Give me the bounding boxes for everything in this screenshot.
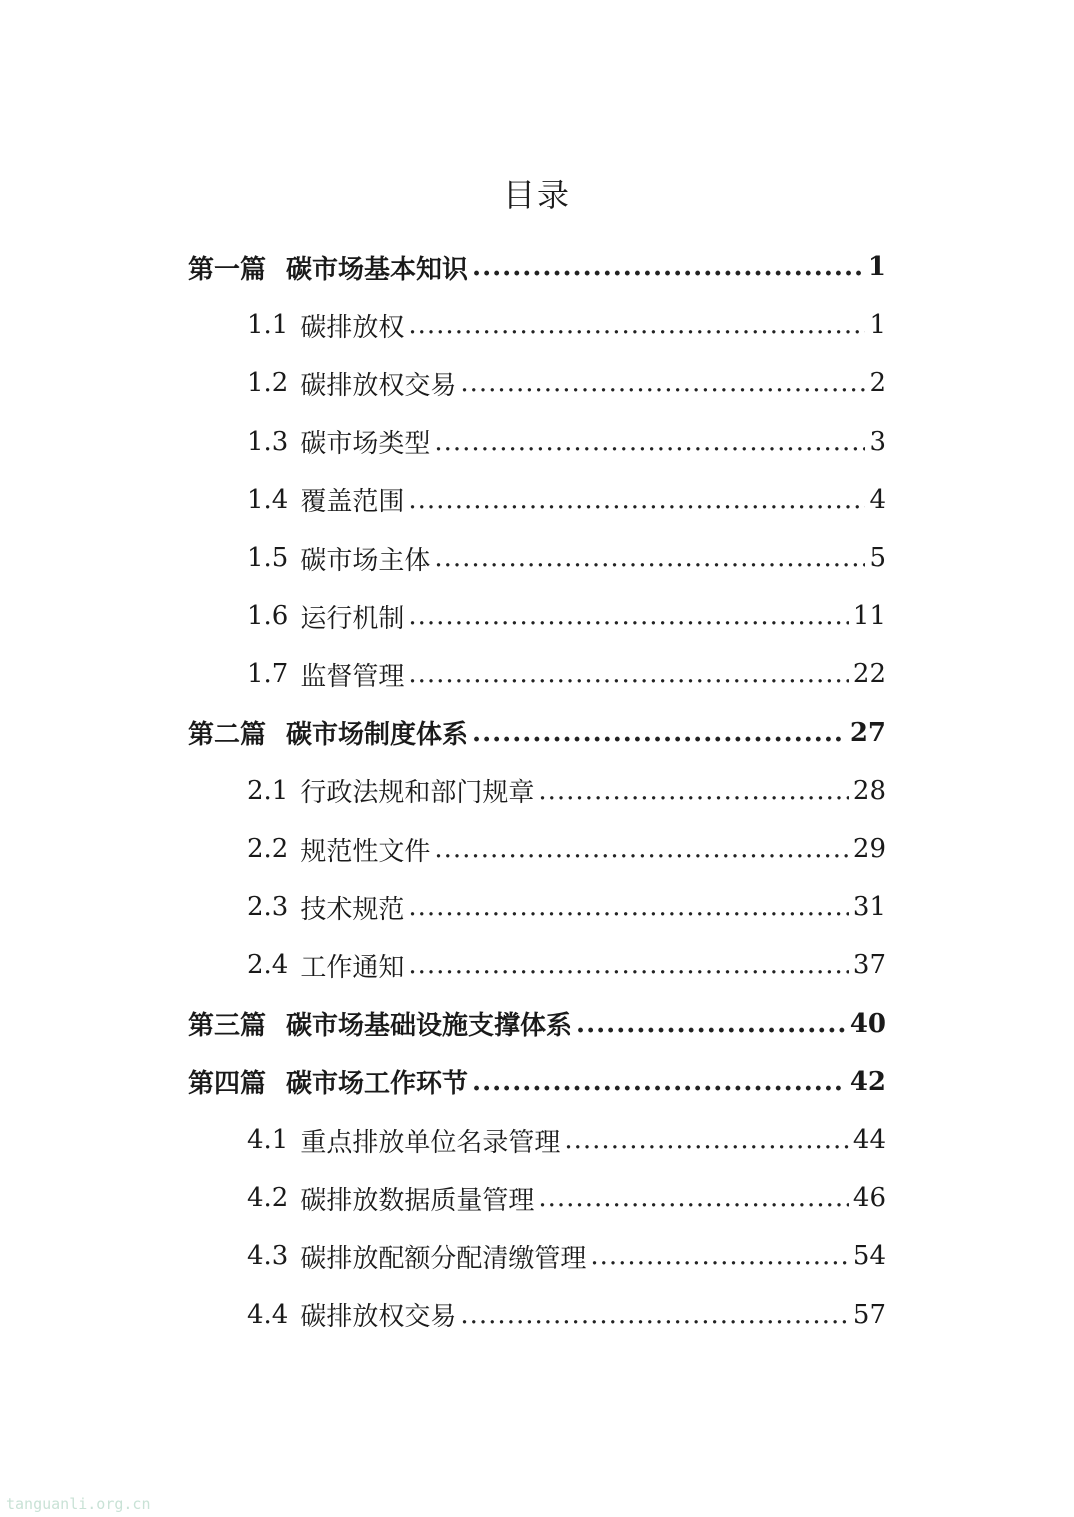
toc-entry-number: 第三篇 — [188, 1011, 267, 1042]
toc-section-entry[interactable] — [247, 878, 886, 936]
toc-entry-number: 2.4 — [247, 950, 289, 981]
toc-entry-title: 重点排放单位名录管理 — [300, 1127, 561, 1158]
toc-section-entry[interactable] — [247, 1286, 886, 1344]
toc-section-entry[interactable] — [247, 471, 886, 529]
toc-entry-title: 碳排放权交易 — [300, 1302, 457, 1333]
watermark: tanguanli.org.cn — [6, 1495, 151, 1513]
toc-part-entry[interactable] — [188, 704, 886, 762]
toc-part-entry[interactable] — [188, 238, 886, 296]
toc-section-entry[interactable] — [247, 936, 886, 994]
toc-page-number: 29 — [852, 834, 886, 864]
toc-page-number: 2 — [869, 368, 886, 399]
toc-entry-title: 碳市场主体 — [300, 545, 431, 576]
toc-entry-number: 1.2 — [247, 368, 289, 399]
toc-entry-title: 碳排放权 — [300, 312, 405, 343]
dot-leader — [472, 252, 864, 282]
toc-entry-number: 1.7 — [247, 659, 289, 690]
dot-leader — [408, 601, 849, 631]
toc-section-entry[interactable] — [247, 820, 886, 878]
toc-entry-title: 碳市场制度体系 — [286, 720, 469, 751]
toc-entry-number: 1.6 — [247, 601, 289, 632]
toc-page-number: 40 — [849, 1008, 886, 1039]
toc-page-number: 44 — [852, 1125, 886, 1155]
toc-page-number: 1 — [867, 252, 886, 282]
toc-entry-title: 覆盖范围 — [300, 487, 405, 518]
toc-section-entry[interactable] — [247, 645, 886, 703]
toc-entry-title: 碳排放配额分配清缴管理 — [300, 1243, 587, 1274]
toc-page-number: 11 — [852, 601, 886, 632]
toc-entry-number: 1.1 — [247, 310, 289, 341]
toc-page-number: 1 — [869, 310, 886, 341]
toc-section-entry[interactable] — [247, 354, 886, 412]
dot-leader — [576, 1009, 846, 1039]
toc-entry-number: 1.4 — [247, 484, 289, 515]
toc-entry-title: 碳排放数据质量管理 — [300, 1185, 535, 1216]
toc-part-entry[interactable] — [188, 1053, 886, 1111]
toc-page-number: 37 — [852, 950, 886, 981]
toc-entry-title: 规范性文件 — [300, 836, 431, 867]
toc-section-entry[interactable] — [247, 1111, 886, 1169]
toc-entry-title: 碳市场类型 — [300, 429, 431, 460]
toc-section-entry[interactable] — [247, 762, 886, 820]
toc-page-number: 54 — [852, 1241, 886, 1272]
dot-leader — [538, 1183, 849, 1213]
toc-page-number: 5 — [869, 543, 886, 573]
toc-entry-number: 4.1 — [247, 1125, 289, 1155]
toc-entry-number: 4.4 — [247, 1299, 289, 1330]
toc-entry-number: 2.1 — [247, 775, 289, 806]
dot-leader — [472, 1067, 846, 1097]
toc-entry-title: 技术规范 — [300, 894, 405, 925]
toc-entry-number: 4.2 — [247, 1183, 289, 1214]
toc-page-number: 42 — [849, 1066, 886, 1097]
toc-entry-number: 1.5 — [247, 543, 289, 573]
dot-leader — [460, 368, 865, 398]
toc-entry-title: 监督管理 — [300, 661, 405, 692]
toc-entry-number: 第二篇 — [188, 720, 267, 751]
dot-leader — [408, 310, 865, 340]
toc-entry-number: 第四篇 — [188, 1069, 267, 1100]
toc-section-entry[interactable] — [247, 529, 886, 587]
dot-leader — [472, 718, 846, 748]
toc-entry-number: 1.3 — [247, 426, 289, 457]
toc-entry-number: 2.2 — [247, 834, 289, 864]
toc-entry-title: 行政法规和部门规章 — [300, 778, 535, 809]
dot-leader — [408, 659, 849, 689]
toc-section-entry[interactable] — [247, 1169, 886, 1227]
dot-leader — [408, 950, 849, 980]
toc-section-entry[interactable] — [247, 1227, 886, 1285]
toc-section-entry[interactable] — [247, 296, 886, 354]
toc-page-number: 4 — [869, 484, 886, 515]
toc-page-number: 28 — [852, 775, 886, 806]
dot-leader — [408, 892, 849, 922]
dot-leader — [434, 427, 865, 457]
toc-section-entry[interactable] — [247, 413, 886, 471]
toc-page-number: 27 — [849, 717, 886, 748]
dot-leader — [564, 1125, 849, 1155]
dot-leader — [538, 776, 849, 806]
toc-page-number: 22 — [852, 659, 886, 690]
toc-page-number: 57 — [852, 1299, 886, 1330]
toc-entry-title: 碳市场基本知识 — [286, 254, 469, 285]
toc-section-entry[interactable] — [247, 587, 886, 645]
dot-leader — [434, 834, 849, 864]
dot-leader — [460, 1300, 849, 1330]
toc-page-number: 31 — [852, 892, 886, 923]
toc-entry-title: 碳市场工作环节 — [286, 1069, 469, 1100]
dot-leader — [434, 543, 865, 573]
toc-page-number: 3 — [869, 426, 886, 457]
dot-leader — [408, 485, 865, 515]
dot-leader — [590, 1241, 849, 1271]
toc-entry-title: 运行机制 — [300, 603, 405, 634]
toc-entry-title: 碳市场基础设施支撑体系 — [286, 1011, 573, 1042]
page-title: 目录 — [502, 176, 571, 214]
toc-entry-number: 2.3 — [247, 892, 289, 923]
toc-entry-title: 碳排放权交易 — [300, 370, 457, 401]
toc-part-entry[interactable] — [188, 995, 886, 1053]
toc-entry-number: 第一篇 — [188, 254, 267, 285]
toc-entry-number: 4.3 — [247, 1241, 289, 1272]
toc-page-number: 46 — [852, 1183, 886, 1214]
toc-entry-title: 工作通知 — [300, 952, 405, 983]
